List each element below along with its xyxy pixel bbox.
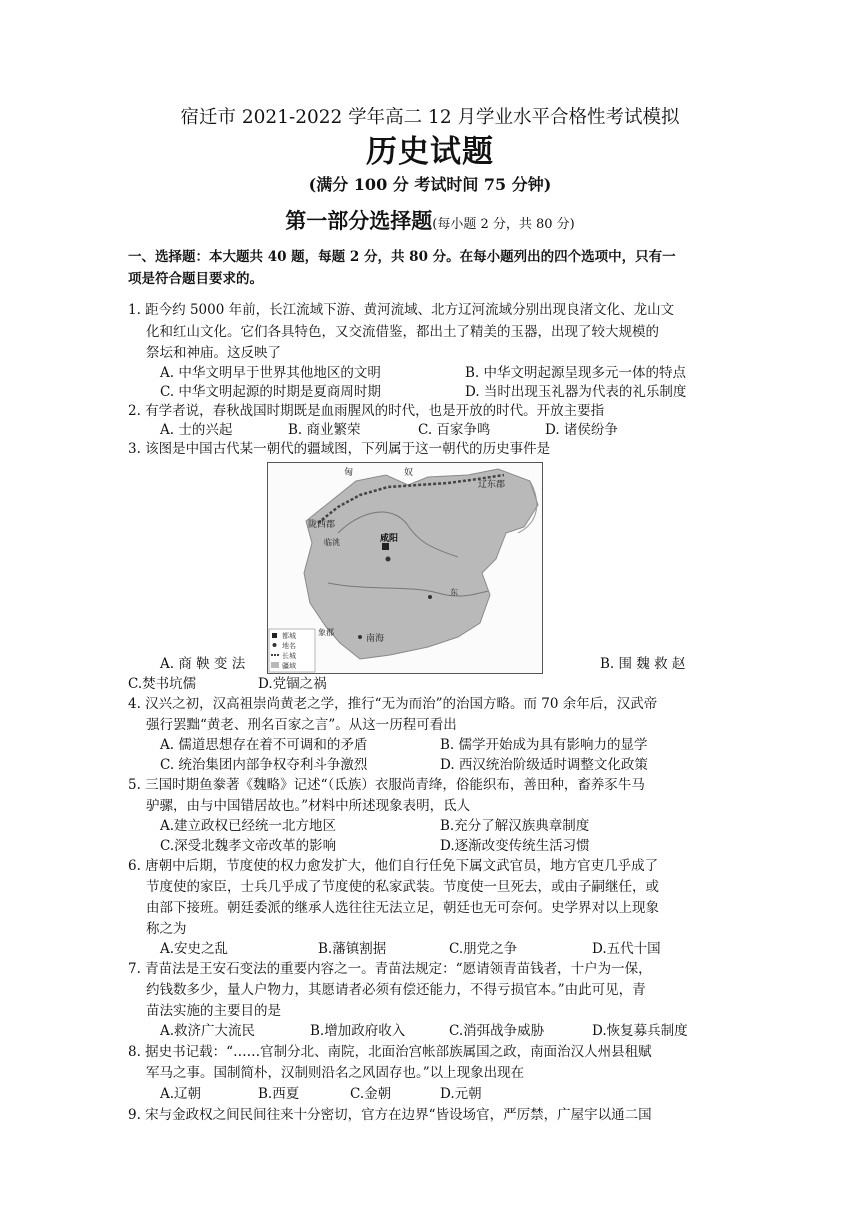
map-label-top2: 奴 [404,468,414,478]
q8-option-c: C.金朝 [350,1086,392,1102]
map-label-longxi: 陇西郡 [308,520,336,530]
section-instruction-line-2: 项是符合题目要求的。 [128,271,263,287]
q5-option-d: D.逐渐改变传统生活习惯 [440,838,590,854]
city-dot [358,635,362,639]
q7-stem-line-2: 约钱数多少，量人户物力，其愿请者必须有偿还能力，不得亏损官本。”由此可见，青 [146,982,646,998]
map-label-lintao: 临洮 [324,538,340,547]
legend-swatch-place [273,643,277,647]
q4-option-a: A. 儒道思想存在着不可调和的矛盾 [160,737,368,753]
q3-option-d: D.党锢之祸 [258,676,327,692]
q3-option-b: B. 围 魏 救 赵 [600,656,686,672]
map-label-liaodong: 辽东郡 [478,480,506,490]
legend-label-3: 长城 [282,652,296,660]
q3-stem: 3. 该图是中国古代某一朝代的疆域图，下列属于这一朝代的历史事件是 [128,441,551,457]
q1-stem-line-1: 1. 距今约 5000 年前，长江流域下游、黄河流域、北方辽河流域分别出现良渚文化、龙山文 [128,302,675,318]
city-dot [386,557,391,562]
q4-option-d: D. 西汉统治阶级适时调整文化政策 [440,757,648,773]
territory-map [267,462,543,674]
legend-label-4: 疆域 [282,662,296,670]
territory-map-svg [268,463,542,673]
q6-stem-line-3: 由部下接班。朝廷委派的继承人选往往无法立足，朝廷也无可奈何。史学界对以上现象 [146,900,659,916]
legend-label-2: 地名 [282,642,296,650]
territory-shape [304,469,538,659]
map-label-east: 东 [450,588,458,597]
q1-stem-line-2: 化和红山文化。它们各具特色，又交流借鉴，都出土了精美的玉器，出现了较大规模的 [146,324,659,340]
part-heading [0,206,860,240]
exam-meta: (满分 100 分 考试时间 75 分钟) [308,175,552,194]
legend-swatch-capital [272,633,277,638]
q4-stem-line-1: 4. 汉兴之初，汉高祖崇尚黄老之学，推行“无为而治”的治国方略。而 70 余年后，汉武帝 [128,696,658,712]
q6-stem-line-2: 节度使的家臣，士兵几乎成了节度使的私家武装。节度使一旦死去，或由子嗣继任，或 [146,879,659,895]
q7-option-c: C.消弭战争威胁 [449,1023,545,1039]
q5-stem-line-2: 驴骡，由与中国错居故也。”材料中所述现象表明，氐人 [146,798,471,814]
q6-stem-line-1: 6. 唐朝中后期，节度使的权力愈发扩大，他们自行任免下属文武官员，地方官吏几乎成了 [128,858,659,874]
q5-option-c: C.深受北魏孝文帝改革的影响 [160,838,337,854]
q3-option-c: C.焚书坑儒 [128,676,197,692]
part-note: (每小题 2 分，共 80 分) [432,217,575,232]
map-label-xianyang: 咸阳 [380,534,399,544]
q7-stem-line-3: 苗法实施的主要目的是 [146,1003,281,1019]
q8-option-b: B.西夏 [258,1086,300,1102]
map-legend [269,629,315,672]
map-label-top1: 匈 [344,468,354,478]
q4-option-c: C. 统治集团内部争权夺利斗争激烈 [160,757,368,773]
section-instruction-line-1: 一、选择题：本大题共 40 题，每题 2 分，共 80 分。在每小题列出的四个选项中，只有一 [128,249,676,265]
q8-option-a: A.辽朝 [160,1086,202,1102]
exam-title: 宿迁市 2021-2022 学年高二 12 月学业水平合格性考试模拟 [180,107,680,128]
legend-label-1: 都城 [282,632,296,640]
map-label-xiang: 象郡 [318,628,334,637]
q2-stem: 2. 有学者说，春秋战国时期既是血雨腥风的时代，也是开放的时代。开放主要指 [128,403,605,419]
q6-stem-line-4: 称之为 [146,921,187,937]
q2-option-c: C. 百家争鸣 [418,422,491,438]
q7-option-a: A.救济广大流民 [160,1023,256,1039]
subject-title: 历史试题 [366,134,494,170]
capital-marker [382,543,389,550]
legend-swatch-territory [271,662,279,668]
q6-option-b: B.藩镇割据 [318,941,387,957]
q1-option-c: C. 中华文明起源的时期是夏商周时期 [160,384,381,400]
q7-option-d: D.恢复募兵制度 [592,1023,688,1039]
city-dot [428,595,432,599]
q8-option-d: D.元朝 [440,1086,482,1102]
q1-stem-line-3: 祭坛和神庙。这反映了 [146,345,281,361]
q1-option-d: D. 当时出现玉礼器为代表的礼乐制度 [465,384,687,400]
q5-stem-line-1: 5. 三国时期鱼豢著《魏略》记述“（氐族）衣服尚青绛，俗能织布，善田种，畜养豕牛马 [128,777,645,793]
q3-option-a: A. 商 鞅 变 法 [160,656,246,672]
q6-option-c: C.朋党之争 [449,941,518,957]
q7-stem-line-1: 7. 青苗法是王安石变法的重要内容之一。青苗法规定：“愿请领青苗钱者，十户为一保， [128,961,652,977]
q2-option-d: D. 诸侯纷争 [545,422,618,438]
q8-stem-line-1: 8. 据史书记载：“……官制分北、南院，北面治宫帐部族属国之政，南面治汉人州县租赋 [128,1044,652,1060]
q7-option-b: B.增加政府收入 [310,1023,406,1039]
part-title: 第一部分选择题 [285,208,433,233]
q1-option-b: B. 中华文明起源呈现多元一体的特点 [465,365,687,381]
q4-option-b: B. 儒学开始成为具有影响力的显学 [440,737,648,753]
q4-stem-line-2: 强行罢黜“黄老、刑名百家之言”。从这一历程可看出 [146,717,457,733]
q5-option-b: B.充分了解汉族典章制度 [440,818,590,834]
q2-option-b: B. 商业繁荣 [288,422,361,438]
q5-option-a: A.建立政权已经统一北方地区 [160,818,337,834]
q6-option-d: D.五代十国 [592,941,661,957]
q8-stem-line-2: 军马之事。国制简朴，汉制则沿名之风固存也。”以上现象出现在 [146,1065,525,1081]
q1-option-a: A. 中华文明早于世界其他地区的文明 [160,365,381,381]
q6-option-a: A.安史之乱 [160,941,229,957]
q9-stem-line-1: 9. 宋与金政权之间民间往来十分密切，官方在边界“皆设场官，严厉禁，广屋宇以通二国 [128,1107,652,1123]
q2-option-a: A. 士的兴起 [160,422,233,438]
map-label-nanhai: 南海 [366,634,385,644]
